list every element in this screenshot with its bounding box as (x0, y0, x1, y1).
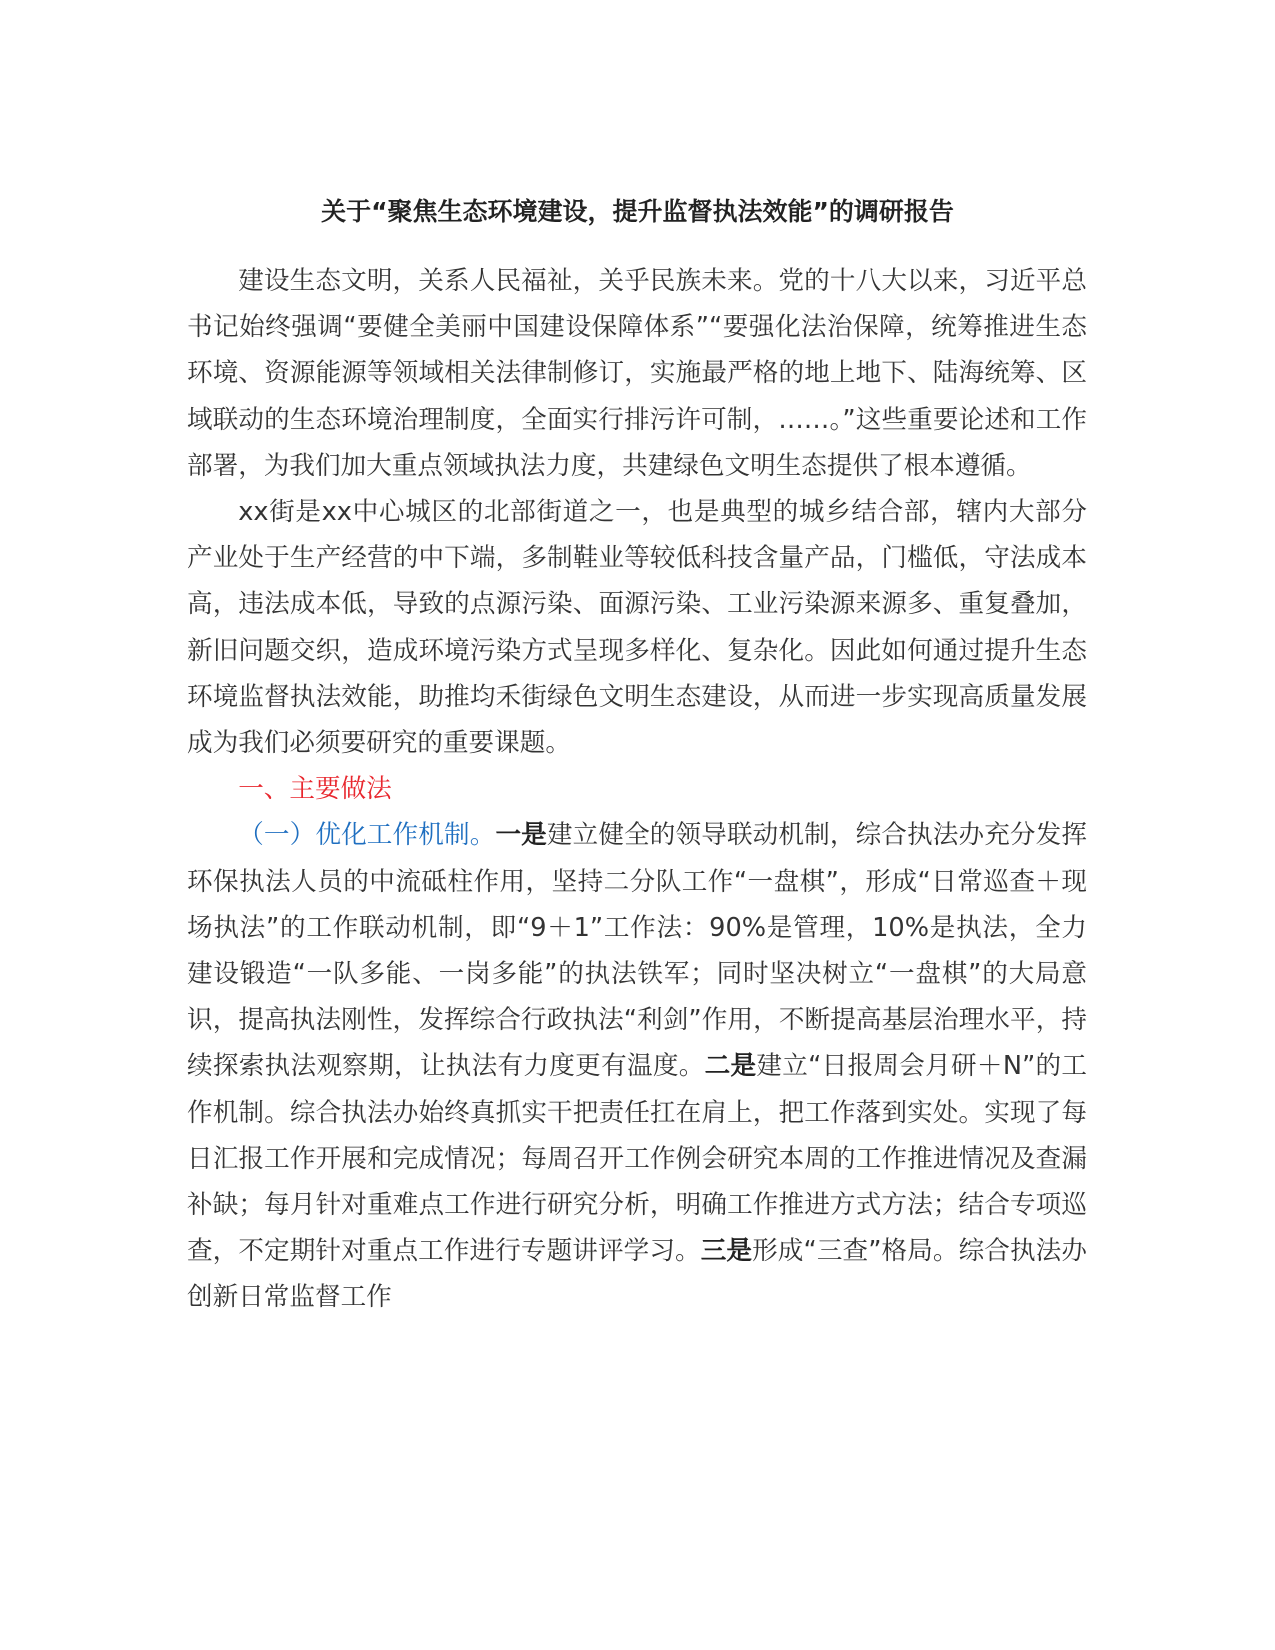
text-second: 建立“日报周会月研＋N”的工作机制。综合执法办始终真抓实干把责任扛在肩上，把工作落到实处。实现了每日汇报工作开展和完成情况；每周召开工作例会研究本周的工作推进情况及查漏补缺；每月针对重难点工作进行研究分析，明确工作推进方式方法；结合专项巡查，不定期针对重点工作进行专题讲评学习。 (187, 1051, 1087, 1267)
lead-second: 二是 (704, 1051, 757, 1082)
paragraph-intro: 建设生态文明，关系人民福祉，关乎民族未来。党的十八大以来，习近平总书记始终强调“要健全美丽中国建设保障体系”“要强化法治保障，统筹推进生态环境、资源能源等领域相关法律制修订，实施最严格的地上地下、陆海统筹、区域联动的生态环境治理制度，全面实行排污许可制，……。”这些重要论述和工作部署，为我们加大重点领域执法力度，共建绿色文明生态提供了根本遵循。 (187, 266, 1087, 481)
section-heading-main-practices: 一、主要做法 (238, 774, 392, 805)
lead-first: 一是 (495, 820, 547, 851)
paragraph-background: xx街是xx中心城区的北部街道之一，也是典型的城乡结合部，辖内大部分产业处于生产经营的中下端，多制鞋业等较低科技含量产品，门槛低，守法成本高，违法成本低，导致的点源污染、面源污染、工业污染源来源多、重复叠加，新旧问题交织，造成环境污染方式呈现多样化、复杂化。因此如何通过提升生态环境监督执法效能，助推均禾街绿色文明生态建设，从而进一步实现高质量发展成为我们必须要研究的重要课题。 (187, 497, 1087, 759)
subsection-heading-optimize-mechanism: （一）优化工作机制。 (238, 820, 496, 851)
paragraph-optimize-mechanism (187, 812, 1087, 1320)
text-third: 形成“三查”格局。综合执法办创新日常监督工作 (187, 1236, 1087, 1313)
document-body (187, 258, 1087, 1321)
lead-third: 三是 (700, 1236, 753, 1267)
document-title: 关于“聚焦生态环境建设，提升监督执法效能”的调研报告 (321, 197, 954, 226)
text-first: 建立健全的领导联动机制，综合执法办充分发挥环保执法人员的中流砥柱作用，坚持二分队工作“一盘棋”，形成“日常巡查＋现场执法”的工作联动机制，即“9＋1”工作法：90%是管理，10%是执法，全力建设锻造“一队多能、一岗多能”的执法铁军；同时坚决树立“一盘棋”的大局意识，提高执法刚性，发挥综合行政执法“利剑”作用，不断提高基层治理水平，持续探索执法观察期，让执法有力度更有温度。 (187, 820, 1087, 1082)
